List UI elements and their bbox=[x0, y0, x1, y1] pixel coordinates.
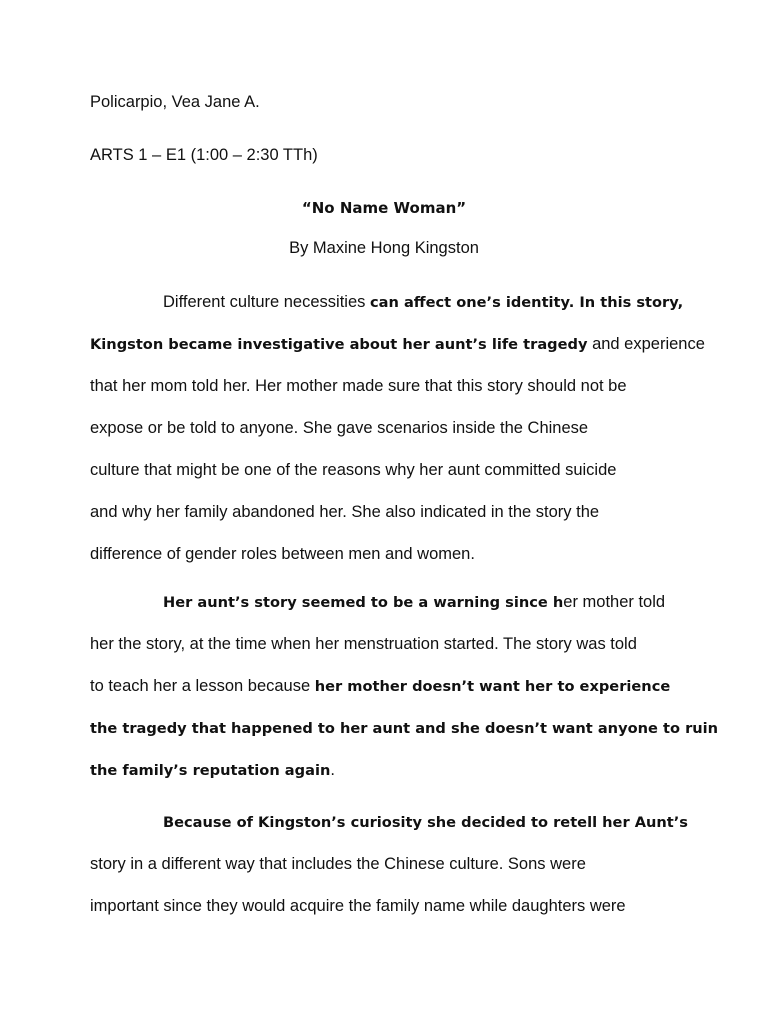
bold-text-segment: Kingston became investigative about her aunt’s life tragedy bbox=[90, 336, 588, 353]
paragraph-2-line-3 bbox=[90, 676, 670, 697]
bold-text-segment: her mother doesn’t want her to experience bbox=[314, 678, 671, 695]
paragraph-3-line-2 bbox=[90, 854, 586, 874]
paragraph-3-line-1 bbox=[163, 812, 688, 833]
paragraph-2-line-4 bbox=[90, 718, 718, 739]
bold-text-segment: the tragedy that happened to her aunt and she doesn’t want anyone to ruin bbox=[90, 720, 719, 737]
paragraph-1-line-1 bbox=[163, 292, 683, 313]
text-segment: . bbox=[330, 761, 335, 779]
text-segment: important since they would acquire the family name while daughters were bbox=[90, 897, 626, 915]
text-segment: that her mom told her. Her mother made sure that this story should not be bbox=[90, 377, 627, 395]
student-name: Policarpio, Vea Jane A. bbox=[90, 93, 260, 111]
essay-author: By Maxine Hong Kingston bbox=[289, 239, 479, 257]
text-segment: and why her family abandoned her. She also indicated in the story the bbox=[90, 503, 600, 521]
bold-text-segment: Her aunt’s story seemed to be a warning since h bbox=[163, 594, 564, 611]
paragraph-1-line-3 bbox=[90, 376, 627, 396]
text-segment: expose or be told to anyone. She gave scenarios inside the Chinese bbox=[90, 419, 589, 437]
paragraph-1-line-4 bbox=[90, 418, 588, 438]
paragraph-1-line-6 bbox=[90, 502, 599, 522]
bold-text-segment: the family’s reputation again bbox=[90, 762, 331, 779]
text-segment: Different culture necessities bbox=[163, 293, 370, 311]
text-segment: to teach her a lesson because bbox=[90, 677, 315, 695]
text-segment: er mother told bbox=[563, 593, 666, 611]
bold-text-segment: can affect one’s identity. In this story, bbox=[369, 294, 684, 311]
text-segment: her the story, at the time when her menstruation started. The story was told bbox=[90, 635, 637, 653]
bold-text-segment: Because of Kingston’s curiosity she decided to retell her Aunt’s bbox=[163, 814, 688, 831]
paragraph-2-line-5 bbox=[90, 760, 335, 781]
paragraph-1-line-2 bbox=[90, 334, 705, 355]
text-segment: and experience bbox=[587, 335, 705, 353]
text-segment: story in a different way that includes the Chinese culture. Sons were bbox=[90, 855, 586, 873]
paragraph-3-line-3 bbox=[90, 896, 626, 916]
paragraph-1-line-5 bbox=[90, 460, 616, 480]
paragraph-2-line-1 bbox=[163, 592, 665, 613]
text-segment: difference of gender roles between men and women. bbox=[90, 545, 475, 563]
text-segment: culture that might be one of the reasons why her aunt committed suicide bbox=[90, 461, 617, 479]
paragraph-2-line-2 bbox=[90, 634, 637, 654]
essay-title: “No Name Woman” bbox=[301, 199, 467, 217]
paragraph-1-line-7 bbox=[90, 544, 475, 564]
course-info: ARTS 1 – E1 (1:00 – 2:30 TTh) bbox=[90, 146, 318, 164]
